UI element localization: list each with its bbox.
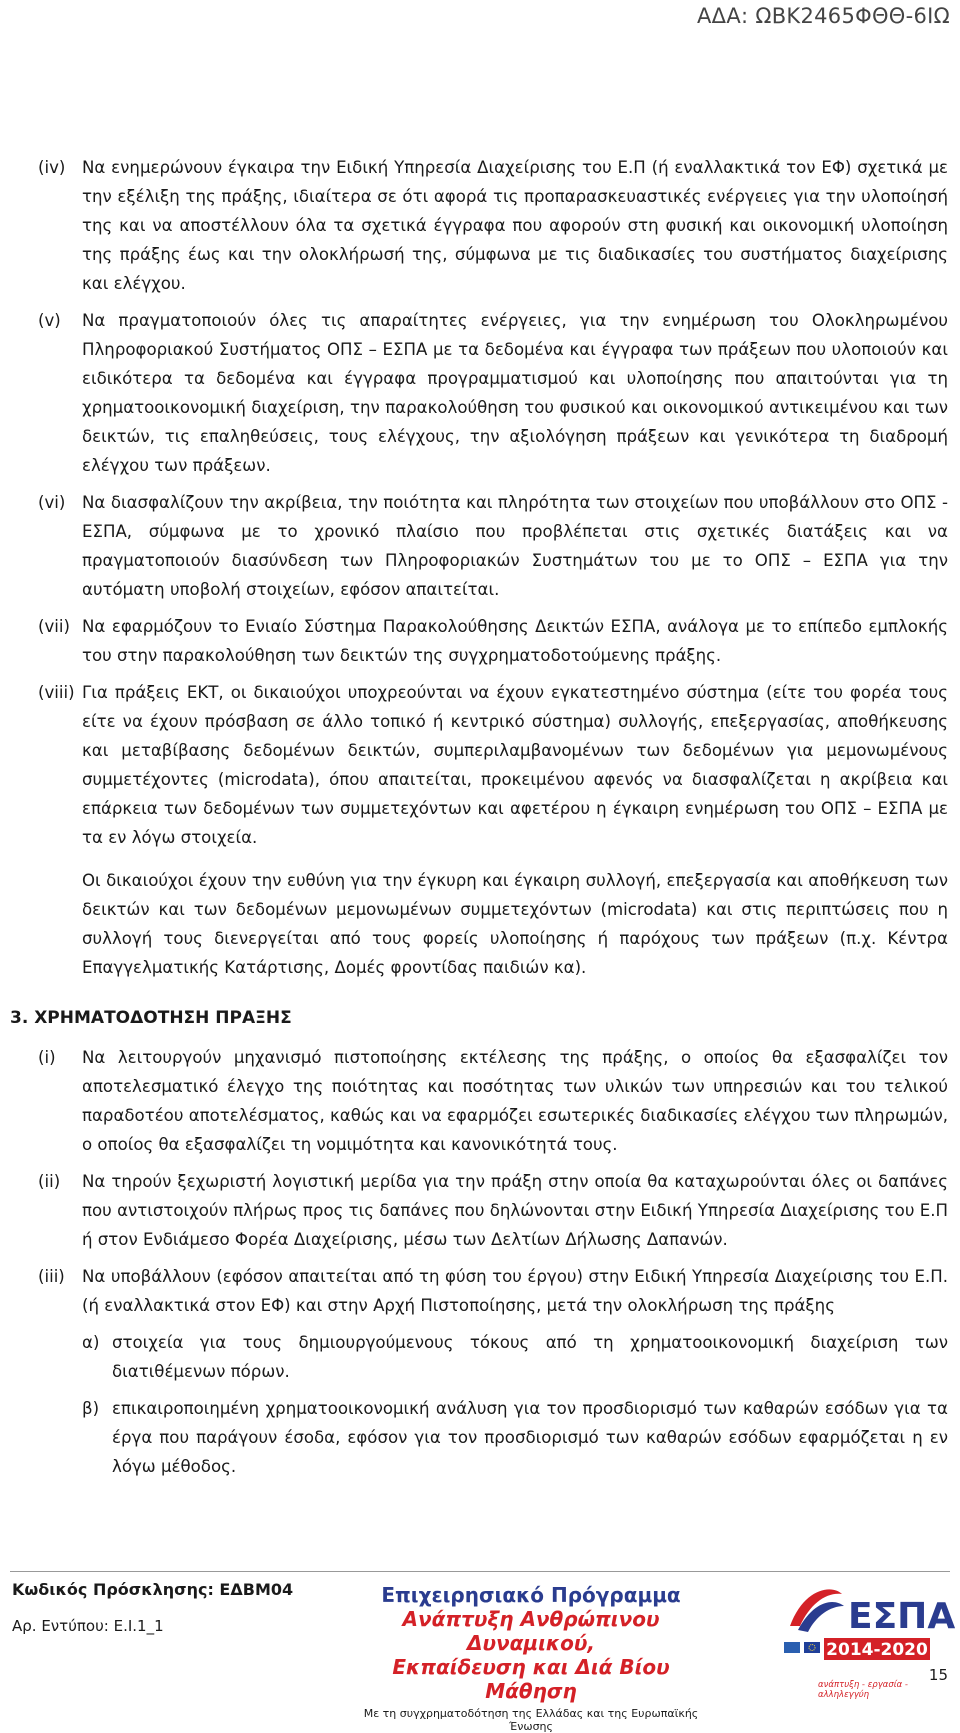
item-number: (vi) xyxy=(38,493,66,512)
list-item xyxy=(38,488,948,604)
section-heading: 3. ΧΡΗΜΑΤΟΔΟΤΗΣΗ ΠΡΑΞΗΣ xyxy=(10,1008,292,1028)
item-text: Να πραγματοποιούν όλες τις απαραίτητες ενέργειες, για την ενημέρωση του Ολοκληρωμένου Πληροφοριακού Συστήματος ΟΠΣ – ΕΣΠΑ με τα δεδομένα και έγγραφα των πράξεων που υλοποιούν και ειδικότερα τα δεδομένα και έγγραφα προγραμματισμού και υλοποίησης που απαιτούνται για τη χρηματοοικονομική διαχείριση, την παρακολούθηση του φυσικού και οικονομικού αντικειμένου και των δεικτών, τις επαληθεύσεις, τους ελέγχους, την αξιολόγηση πράξεων και γενικότερα τη διαδρομή ελέγχου των πράξεων. xyxy=(82,311,948,475)
espa-wave-icon xyxy=(790,1589,844,1632)
item-number: (vii) xyxy=(38,617,70,636)
cofunding-note: Με τη συγχρηματοδότηση της Ελλάδας και της Ευρωπαϊκής Ένωσης xyxy=(363,1707,699,1733)
sub-item-text: επικαιροποιημένη χρηματοοικονομική ανάλυση για τον προσδιορισμό των καθαρών εσόδων για τα έργα που παράγουν έσοδα, εφόσον για τον προσδιορισμό των καθαρών εσόδων εφαρμόζεται η εν λόγω μέθοδος. xyxy=(112,1399,948,1476)
page-number: 15 xyxy=(928,1666,948,1684)
list-item xyxy=(38,612,948,670)
footer-divider xyxy=(10,1571,950,1572)
list-item xyxy=(38,1262,948,1481)
item-number: (iv) xyxy=(38,158,66,177)
call-code: Κωδικός Πρόσκλησης: ΕΔΒΜ04 xyxy=(12,1580,294,1599)
item-text: Να διασφαλίζουν την ακρίβεια, την ποιότητα και πληρότητα των στοιχείων που υποβάλλουν στο ΟΠΣ - ΕΣΠΑ, σύμφωνα με το χρονικό πλαίσιο που προβλέπεται στις σχετικές διατάξεις και να πραγματοποιούν διασύνδεση των Πληροφοριακών Συστημάτων του με το ΟΠΣ – ΕΣΠΑ για την αυτόματη υποβολή στοιχείων, εφόσον απαιτείται. xyxy=(82,493,948,599)
espa-years: 2014-2020 xyxy=(826,1640,928,1660)
op-title: Επιχειρησιακό Πρόγραμμα xyxy=(381,1583,681,1607)
list-item xyxy=(38,306,948,480)
item-text: Να υποβάλλουν (εφόσον απαιτείται από τη φύση του έργου) στην Ειδική Υπηρεσία Διαχείρισης του Ε.Π. (ή εναλλακτικά στον ΕΦ) και στην Αρχή Πιστοποίησης, μετά την ολοκλήρωση της πράξης xyxy=(82,1267,948,1315)
item-text: Για πράξεις ΕΚΤ, οι δικαιούχοι υποχρεούνται να έχουν εγκατεστημένο σύστημα (είτε του φορέα τους είτε να έχουν πρόσβαση σε άλλο τοπικό ή κεντρικό σύστημα) συλλογής, επεξεργασίας, αποθήκευσης και μεταβίβασης δεδομένων δεικτών, συμπεριλαμβανομένων των δεδομένων για μεμονωμένους συμμετέχοντες (microdata), όπου απαιτείται, προκειμένου αφενός να διασφαλίζεται η ακρίβεια και επάρκεια των δεδομένων των συμμετεχόντων και αφετέρου η έγκαιρη ενημέρωση του ΟΠΣ – ΕΣΠΑ με τα εν λόγω στοιχεία. xyxy=(82,683,948,847)
sub-item-text: στοιχεία για τους δημιουργούμενους τόκους από τη χρηματοοικονομική διαχείριση των διατιθέμενων πόρων. xyxy=(112,1333,948,1381)
op-name-line1: Ανάπτυξη Ανθρώπινου Δυναμικού, xyxy=(402,1607,660,1655)
ada-code: ΑΔΑ: ΩΒΚ2465ΦΘΘ-6ΙΩ xyxy=(697,4,950,28)
document-body xyxy=(10,153,948,1489)
item-text-continued: Οι δικαιούχοι έχουν την ευθύνη για την έγκυρη και έγκαιρη συλλογή, επεξεργασία και αποθήκευση των δεικτών και των δεδομένων μεμονωμένων συμμετεχόντων (microdata) και στις περιπτώσεις που η συλλογή τους διενεργείται από τους φορείς υλοποίησης ή παρόχους των πράξεων (π.χ. Κέντρα Επαγγελματικής Κατάρτισης, Δομές φροντίδας παιδιών κα). xyxy=(82,871,948,977)
item-text: Να τηρούν ξεχωριστή λογιστική μερίδα για την πράξη στην οποία θα καταχωρούνται όλες οι δαπάνες που αντιστοιχούν πλήρως προς τις δαπάνες που δηλώνονται στην Ειδική Υπηρεσία Διαχείρισης του Ε.Π ή στον Ενδιάμεσο Φορέα Διαχείρισης, μέσω των Δελτίων Δήλωσης Δαπανών. xyxy=(82,1172,948,1249)
item-text: Να ενημερώνουν έγκαιρα την Ειδική Υπηρεσία Διαχείρισης του Ε.Π (ή εναλλακτικά τον ΕΦ) σχετικά με την εξέλιξη της πράξης, ιδιαίτερα σε ότι αφορά τις προπαρασκευαστικές ενέργειες για την υλοποίησή της και να αποστέλλουν όλα τα σχετικά έγγραφα που αφορούν στη φυσική και οικονομική υλοποίηση της πράξης έως και την ολοκλήρωσή της, σύμφωνα με τις διαδικασίες του συστήματος διαχείρισης και ελέγχου. xyxy=(82,158,948,293)
eu-flag-icon xyxy=(804,1642,820,1653)
item-number: (ii) xyxy=(38,1172,61,1191)
sub-item xyxy=(82,1394,948,1481)
espa-slogan: ανάπτυξη - εργασία - αλληλεγγύη xyxy=(818,1680,908,1700)
list-item xyxy=(38,1043,948,1159)
item-number: (iii) xyxy=(38,1267,65,1286)
item-number: (v) xyxy=(38,311,61,330)
op-name-line2: Εκπαίδευση και Διά Βίου Μάθηση xyxy=(392,1655,670,1703)
form-number: Αρ. Εντύπου: Ε.Ι.1_1 xyxy=(12,1617,164,1635)
item-text: Να εφαρμόζουν το Ενιαίο Σύστημα Παρακολούθησης Δεικτών ΕΣΠΑ, ανάλογα με το επίπεδο εμπλοκής του στην παρακολούθηση των δεικτών της συγχρηματοδοτούμενης πράξης. xyxy=(82,617,948,665)
list-item xyxy=(38,1167,948,1254)
operational-programme-logo xyxy=(346,1583,716,1733)
item-number: (i) xyxy=(38,1048,56,1067)
sub-item-letter: β) xyxy=(82,1399,100,1418)
list-item xyxy=(38,678,948,982)
list-item xyxy=(38,153,948,298)
espa-wordmark: ΕΣΠΑ xyxy=(848,1596,956,1637)
greek-flag-icon xyxy=(784,1642,800,1653)
item-number: (viii) xyxy=(38,683,75,702)
sub-item-letter: α) xyxy=(82,1333,100,1352)
item-text: Να λειτουργούν μηχανισμό πιστοποίησης εκτέλεσης της πράξης, ο οποίος θα εξασφαλίζει τον αποτελεσματικό έλεγχο της ποιότητας και ποσότητας των υλικών των υπηρεσιών και του τελικού παραδοτέου αποτελέσματος, καθώς και να εφαρμόζει εσωτερικές διαδικασίες ελέγχου των πληρωμών, ο οποίος θα εξασφαλίζει τη νομιμότητα και κανονικότητά τους. xyxy=(82,1048,948,1154)
sub-item xyxy=(82,1328,948,1386)
